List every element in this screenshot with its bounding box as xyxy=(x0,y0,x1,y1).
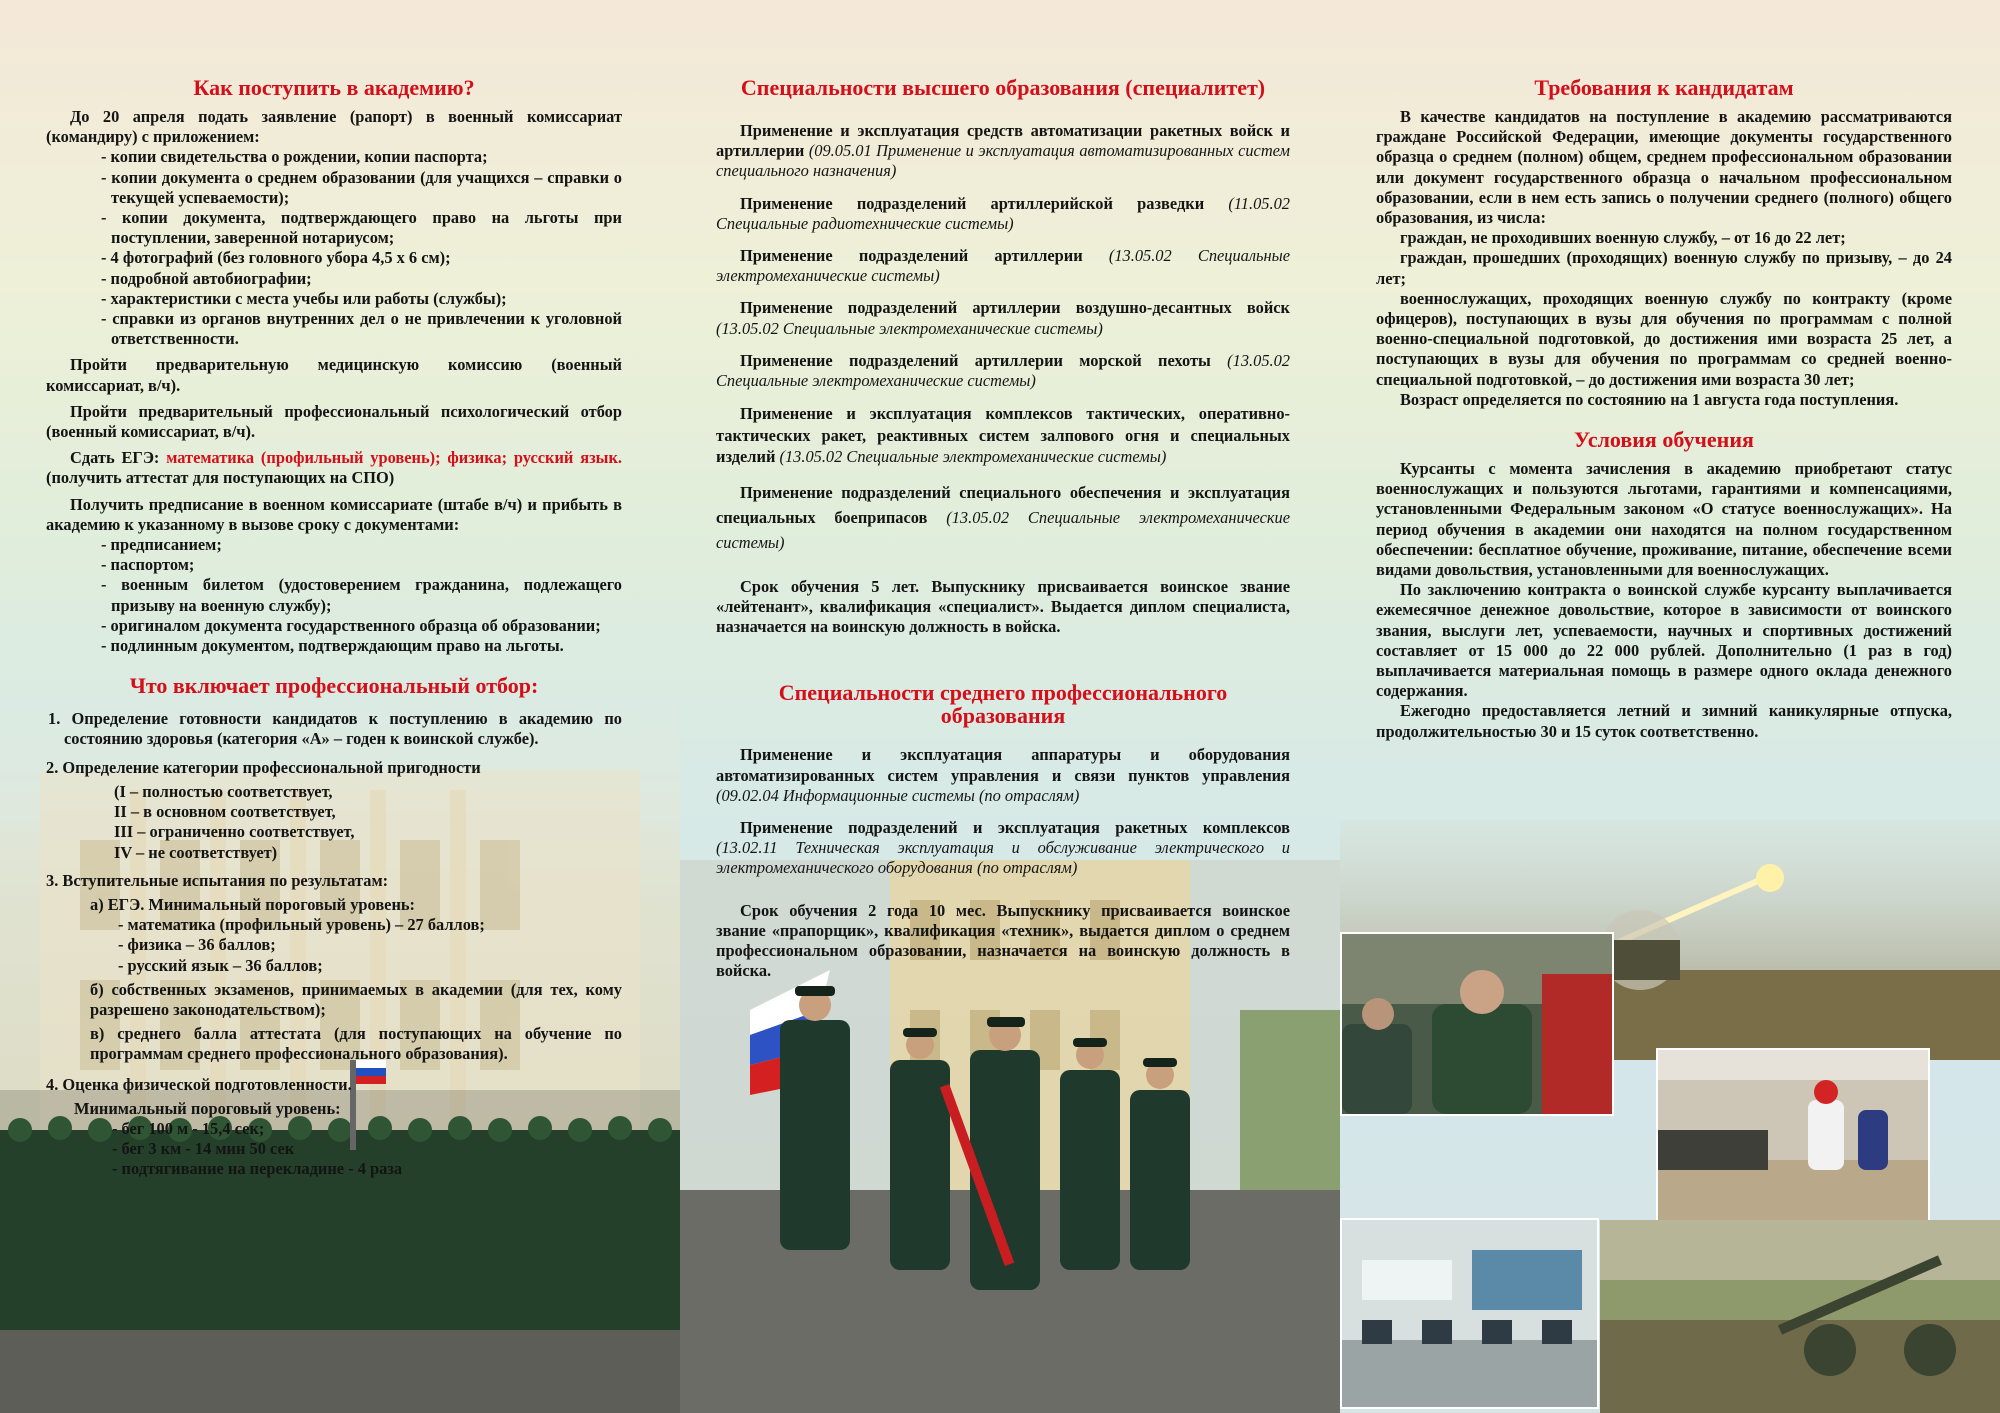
heading-candidate-requirements: Требования к кандидатам xyxy=(1534,75,1794,100)
right-column xyxy=(1376,76,1952,742)
selection-item-3a: а) ЕГЭ. Минимальный пороговый уровень: xyxy=(90,894,416,914)
specialty-name: Применение и эксплуатация комплексов тактических, оперативно-тактических ракет, реактивных систем залпового огня и специальных изделий xyxy=(716,404,1290,467)
psych-selection-text: Пройти предварительный профессиональный психологический отбор (военный комиссариат, в/ч). xyxy=(46,401,622,442)
conditions-allowance: По заключению контракта о воинской службе курсанту выплачивается ежемесячное денежное довольствие, которое в зависимости от воинского звания, выслуги лет, успеваемости, научных и спортивных достижений составляет от 15 000 до 22 000 рублей. Дополнительно (1 раз в год) выплачивается материальная помощь в размере одного оклада денежного содержания. xyxy=(1376,580,1952,701)
list-item: - подтягивание на перекладине - 4 раза xyxy=(112,1159,403,1179)
photo-combat-sport-training xyxy=(1656,1048,1930,1222)
specialty-name: Применение подразделений и эксплуатация ракетных комплексов xyxy=(740,817,1290,837)
list-item: - военным билетом (удостоверением гражданина, подлежащего призыву на военную службу); xyxy=(101,575,622,615)
heading-higher-education: Специальности высшего образования (специалитет) xyxy=(740,75,1266,100)
arrival-documents-list xyxy=(46,535,622,656)
specialty-code: (13.05.02 Специальные электромеханические системы) xyxy=(716,507,1290,552)
list-item: - паспортом; xyxy=(101,555,195,575)
list-item: - подлинным документом, подтверждающим право на льготы. xyxy=(101,636,564,656)
list-item: - бег 100 м - 15,4 сек; xyxy=(112,1118,265,1138)
list-item: - физика – 36 баллов; xyxy=(118,935,276,955)
list-item: - подробной автобиографии; xyxy=(101,268,312,288)
secondary-specialty-1 xyxy=(716,745,1290,806)
left-column xyxy=(46,76,622,1180)
ege-text xyxy=(46,448,622,488)
ege-prefix: Сдать ЕГЭ: xyxy=(70,448,167,468)
photo-field-artillery-gun xyxy=(1600,1220,2000,1413)
specialty-code: (11.05.02 Специальные радиотехнические системы) xyxy=(716,193,1290,233)
higher-specialty-7 xyxy=(716,480,1290,555)
list-item: II – в основном соответствует, xyxy=(114,802,336,822)
ege-suffix: (получить аттестат для поступающих на СПО) xyxy=(46,468,395,488)
list-item: - справки из органов внутренних дел о не привлечении к уголовной ответственности. xyxy=(101,309,622,349)
selection-item-1: 1. Определение готовности кандидатов к поступлению в академию по состоянию здоровья (категория «А» – годен к воинской службе). xyxy=(48,709,622,749)
requirement-conscript: граждан, прошедших (проходящих) военную службу по призыву, – до 24 лет; xyxy=(1376,248,1952,288)
physical-standards xyxy=(46,1119,622,1180)
specialty-name: Применение подразделений артиллерии xyxy=(740,246,1083,266)
prescription-text: Получить предписание в военном комиссариате (штабе в/ч) и прибыть в академию к указанному в вызове сроку с документами: xyxy=(46,494,622,534)
higher-specialty-2 xyxy=(716,194,1290,234)
list-item: (I – полностью соответствует, xyxy=(114,781,333,801)
specialty-name: Применение подразделений артиллерии воздушно-десантных войск xyxy=(740,298,1290,318)
specialty-name: Применение подразделений специального обеспечения и эксплуатация специальных боеприпасов xyxy=(716,482,1290,527)
conditions-status: Курсанты с момента зачисления в академию приобретают статус военнослужащих и пользуются льготами, гарантиями и компенсациями, установленными Федеральным законом «О статусе военнослужащих». На период обучения в академии они находятся на полном государственном обеспечении: бесплатное обучение, проживание, питание, обеспечение всеми видами довольствия, установленными для военнослужащих. xyxy=(1376,459,1952,580)
specialty-name: Применение подразделений артиллерийской разведки xyxy=(740,193,1205,213)
specialty-code: (13.05.02 Специальные электромеханические системы) xyxy=(716,318,1103,338)
specialty-code: (09.05.01 Применение и эксплуатация автоматизированных систем специального назначения) xyxy=(716,141,1290,181)
specialty-code: (09.02.04 Информационные системы (по отраслям) xyxy=(716,785,1080,805)
list-item: - русский язык – 36 баллов; xyxy=(118,955,323,975)
heading-how-to-apply: Как поступить в академию? xyxy=(193,75,475,100)
higher-specialty-1 xyxy=(716,121,1290,182)
specialty-name: Применение и эксплуатация средств автоматизации ракетных войск и артиллерии xyxy=(716,121,1290,161)
requirement-contract: военнослужащих, проходящих военную службу по контракту (кроме офицеров), поступающих в вузы для обучения по программам с полной военно-специальной подготовкой, до достижения ими возраста 25 лет, а поступающих в вузы для обучения по программам со средней военно-специальной подготовкой, – до достижения ими возраста 30 лет; xyxy=(1376,288,1952,389)
specialty-code: (13.05.02 Специальные электромеханические системы) xyxy=(716,350,1290,391)
specialty-name: Применение подразделений артиллерии морской пехоты xyxy=(740,350,1211,370)
conditions-vacation: Ежегодно предоставляется летний и зимний каникулярные отпуска, продолжительностью 30 и 15 суток соответственно. xyxy=(1376,701,1952,741)
heading-professional-selection: Что включает профессиональный отбор: xyxy=(129,673,539,699)
selection-item-3b: б) собственных экзаменов, принимаемых в академии (для тех, кому разрешено законодательством); xyxy=(90,979,622,1019)
medical-commission-text: Пройти предварительную медицинскую комиссию (военный комиссариат, в/ч). xyxy=(46,355,622,395)
specialty-name: Применение и эксплуатация аппаратуры и оборудования автоматизированных систем управления и связи пунктов управления xyxy=(716,745,1290,785)
list-item: - 4 фотографий (без головного убора 4,5 х 6 см); xyxy=(101,248,451,268)
list-item: - копии документа о среднем образовании (для учащихся – справки о текущей успеваемости); xyxy=(101,167,622,207)
list-item: - бег 3 км - 14 мин 50 сек xyxy=(112,1139,295,1159)
list-item: IV – не соответствует) xyxy=(114,842,278,862)
requirement-age-date: Возраст определяется по состоянию на 1 августа года поступления. xyxy=(1400,389,1899,409)
selection-item-4: 4. Оценка физической подготовленности. xyxy=(46,1074,352,1094)
list-item: III – ограниченно соответствует, xyxy=(114,822,355,842)
selection-item-3: 3. Вступительные испытания по результатам: xyxy=(46,870,389,890)
application-documents-list xyxy=(46,147,622,349)
list-item: - характеристики с места учебы или работы (службы); xyxy=(101,288,507,308)
secondary-specialty-2 xyxy=(716,818,1290,879)
how-intro: До 20 апреля подать заявление (рапорт) в военный комиссариат (командиру) с приложением: xyxy=(46,107,622,147)
specialty-code: (13.02.11 Техническая эксплуатация и обслуживание электрического и электромеханического оборудования (по отраслям) xyxy=(716,838,1290,878)
list-item: - копии свидетельства о рождении, копии паспорта; xyxy=(101,147,488,167)
selection-item-3c: в) среднего балла аттестата (для поступающих на обучение по программам среднего профессионального образования). xyxy=(90,1024,622,1064)
heading-study-conditions: Условия обучения xyxy=(1574,427,1754,453)
list-item: - математика (профильный уровень) – 27 баллов; xyxy=(118,915,485,935)
requirements-intro: В качестве кандидатов на поступление в академию рассматриваются граждане Российской Федерации, имеющие документы государственного образца о среднем (полном) общем, среднем профессиональном образовании или документ государственного образца о начальном профессиональном образовании, если в нем есть запись о получении среднего (полного) общего образования, из числа: xyxy=(1376,107,1952,228)
list-item: - предписанием; xyxy=(101,535,222,555)
list-item: - копии документа, подтверждающего право на льготы при поступлении, заверенной нотариусом; xyxy=(101,208,622,248)
physical-min-level: Минимальный пороговый уровень: xyxy=(74,1098,341,1118)
ege-subjects: математика (профильный уровень); физика; русский язык. xyxy=(166,448,623,468)
higher-specialty-3 xyxy=(716,246,1290,286)
selection-item-2: 2. Определение категории профессиональной пригодности xyxy=(46,757,481,777)
specialty-code: (13.05.02 Специальные электромеханические системы) xyxy=(716,246,1290,286)
higher-specialty-5 xyxy=(716,351,1290,391)
higher-study-term: Срок обучения 5 лет. Выпускнику присваивается воинское звание «лейтенант», квалификация «специалист». Выдается диплом специалиста, назначается на воинскую должность в войска. xyxy=(716,576,1290,637)
ege-min-scores xyxy=(46,915,622,976)
specialty-code: (13.05.02 Специальные электромеханические системы) xyxy=(779,447,1167,467)
photo-computer-classroom xyxy=(1340,1218,1599,1409)
higher-specialty-6 xyxy=(716,403,1290,468)
requirement-no-service: граждан, не проходивших военную службу, – от 16 до 22 лет; xyxy=(1400,228,1846,248)
heading-secondary-education: Специальности среднего профессионального образования xyxy=(778,680,1228,729)
fitness-categories xyxy=(46,782,622,863)
list-item: - оригиналом документа государственного образца об образовании; xyxy=(101,615,601,635)
middle-column xyxy=(716,76,1290,981)
photo-cadets-oath xyxy=(1340,932,1614,1116)
higher-specialty-4 xyxy=(716,298,1290,338)
secondary-study-term: Срок обучения 2 года 10 мес. Выпускнику присваивается воинское звание «прапорщик», квалификация «техник», выдается диплом о среднем профессиональном образовании, назначается на воинскую должность в войска. xyxy=(716,900,1290,981)
